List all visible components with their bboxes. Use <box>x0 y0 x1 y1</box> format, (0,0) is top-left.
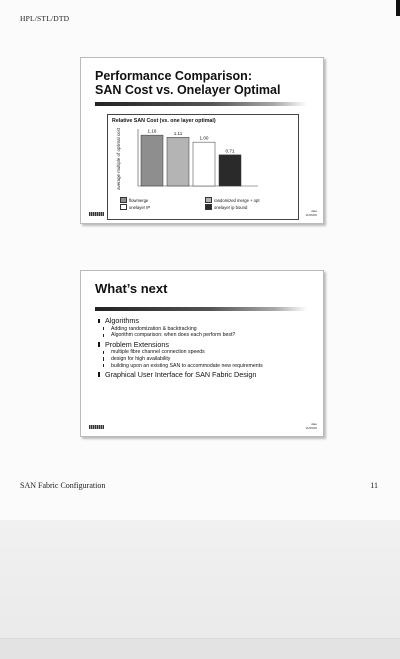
slide1-footer-line1: date <box>311 209 317 214</box>
legend-swatch-0 <box>120 197 127 203</box>
slide-performance-comparison <box>80 57 324 224</box>
bullet-item-0 <box>97 316 319 325</box>
slide1-title-rule <box>95 102 307 106</box>
sub-bullet-item-0-0: Adding randomization & backtracking <box>97 326 319 332</box>
slide2-footer-line1: date <box>311 422 317 427</box>
sub-bullet-list-1 <box>97 349 319 369</box>
chart-panel <box>107 114 299 220</box>
sub-bullet-item-1-0: multiple fibre channel connection speeds <box>97 349 319 355</box>
legend-item-3 <box>205 204 247 210</box>
bar-value-label-2: 1.00 <box>199 135 209 141</box>
scan-bottom-strip <box>0 638 400 659</box>
sub-bullet-list-0 <box>97 326 319 339</box>
bullet-text-2: Graphical User Interface for SAN Fabric Design <box>105 369 257 379</box>
bullet-item-1 <box>97 340 319 349</box>
sub-bullet-item-0-1: Algorithm comparison: when does each perform best? <box>97 332 319 338</box>
slide1-footer <box>293 210 317 217</box>
hp-logo <box>89 425 104 429</box>
legend-swatch-2 <box>120 204 127 210</box>
slide2-bullet-list <box>97 315 319 379</box>
page-footer-title: SAN Fabric Configuration <box>20 481 106 490</box>
bar-value-label-1: 1.11 <box>173 130 183 136</box>
page-header: HPL/STL/DTD <box>20 14 70 23</box>
legend-item-2 <box>120 204 150 210</box>
chart-title: Relative SAN Cost (vs. one layer optimal) <box>112 118 216 124</box>
chart-y-axis-label: average multiple of optimal cost <box>116 128 121 190</box>
bar-chart <box>108 123 298 197</box>
bullet-item-2 <box>97 370 319 379</box>
page-number: 11 <box>370 481 378 490</box>
bar-value-label-0: 1.16 <box>147 128 157 134</box>
slide1-title <box>95 69 315 97</box>
bar-2 <box>193 142 215 186</box>
legend-label-0: flowmerge <box>129 197 149 203</box>
slide2-title: What’s next <box>95 281 168 296</box>
bar-value-label-3: 0.71 <box>225 148 235 154</box>
legend-item-1 <box>205 197 260 203</box>
legend-swatch-1 <box>205 197 212 203</box>
slide2-footer-line2: 11/09/00 <box>305 425 317 430</box>
bullet-text-0: Algorithms <box>105 316 139 325</box>
legend-label-3: onelayer ip bound <box>214 204 248 210</box>
slide1-title-line1: Performance Comparison: <box>95 69 252 83</box>
bar-3 <box>219 155 241 186</box>
slide2-title-rule <box>95 307 307 311</box>
hp-logo <box>89 212 104 216</box>
bar-0 <box>141 135 163 186</box>
sub-bullet-item-1-1: design for high availability <box>97 356 319 362</box>
slide1-title-line2: SAN Cost vs. Onelayer Optimal <box>95 83 281 97</box>
bullet-text-1: Problem Extensions <box>105 339 169 349</box>
sub-bullet-item-1-2: building upon an existing SAN to accommodate new requirements <box>97 363 319 369</box>
slide1-footer-line2: 11/09/00 <box>305 212 317 217</box>
legend-label-2: onelayer IP <box>129 204 151 210</box>
scan-corner-mark <box>396 0 400 16</box>
slide-whats-next <box>80 270 324 437</box>
legend-label-1: randomized merge + opt <box>214 197 260 203</box>
legend-item-0 <box>120 197 148 203</box>
slide2-footer <box>293 423 317 430</box>
bar-1 <box>167 137 189 186</box>
legend-swatch-3 <box>205 204 212 210</box>
